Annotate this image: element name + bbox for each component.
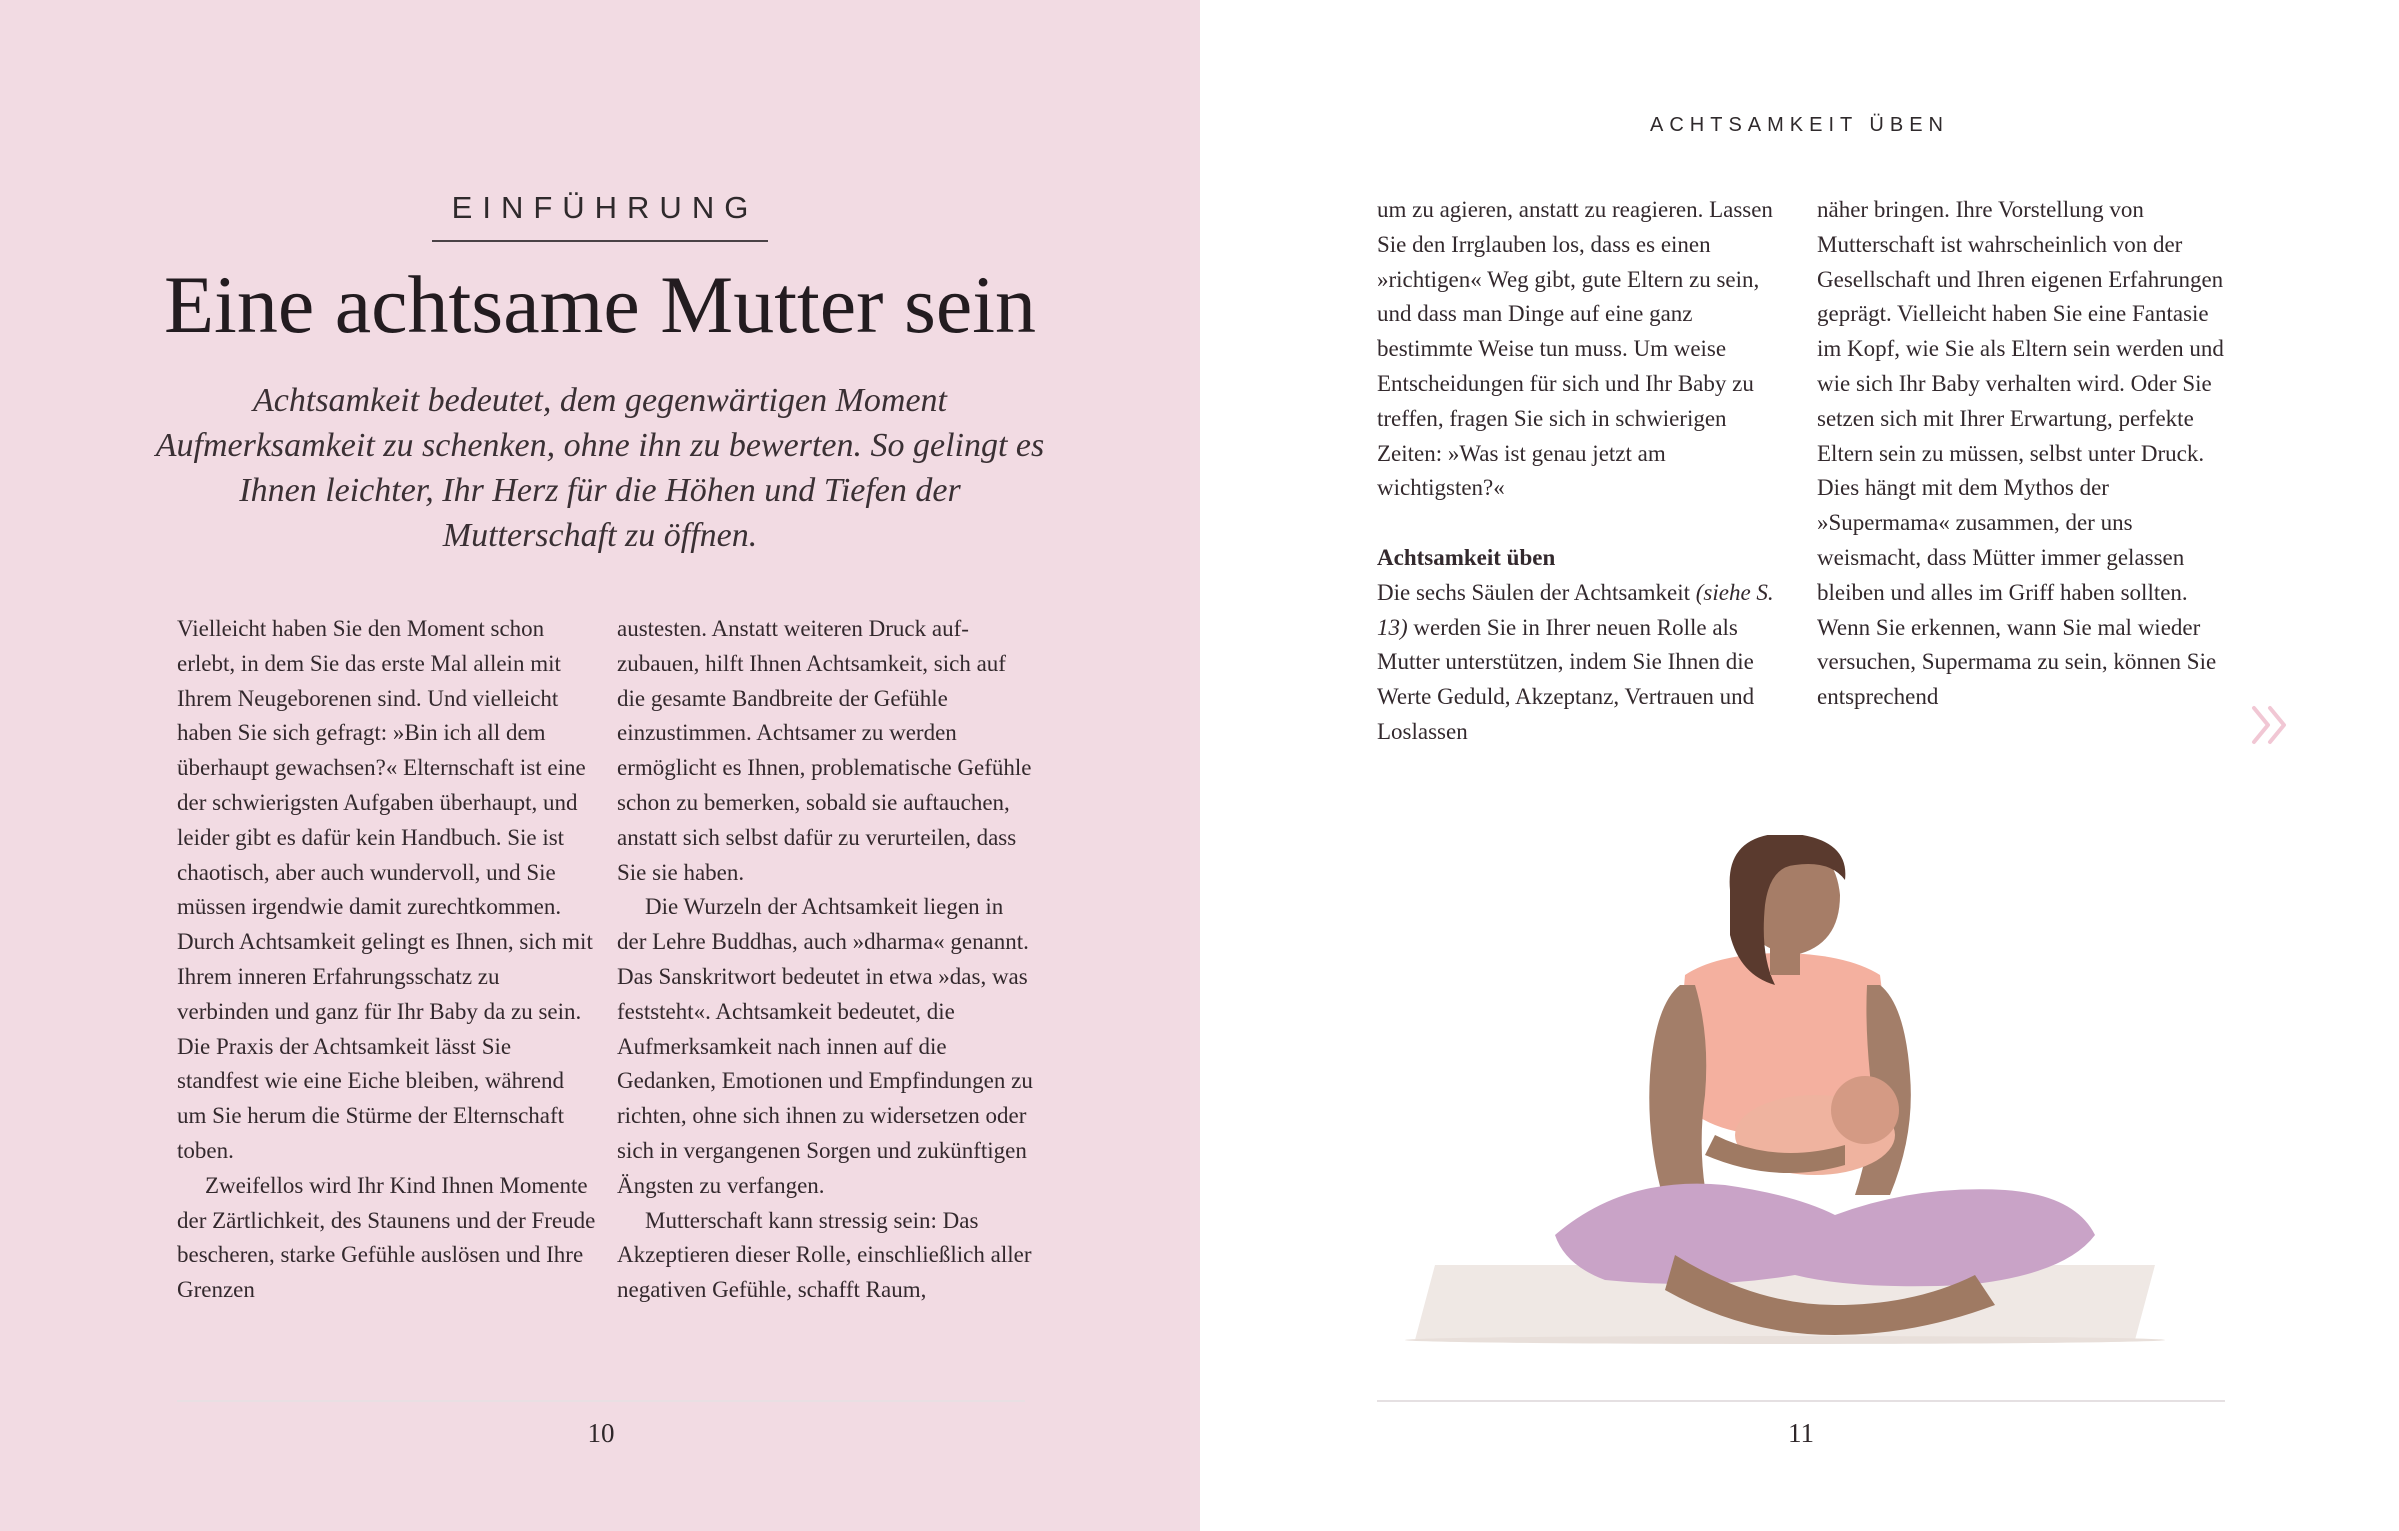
right-column-2 xyxy=(1817,193,2237,715)
left-column-2 xyxy=(617,612,1037,1308)
paragraph xyxy=(1377,576,1777,750)
paragraph: austesten. Anstatt weiteren Druck aufzubauen, hilft Ihnen Achtsamkeit, sich auf die gesamte Bandbreite der Gefühle einzustimmen. Achtsamer zu werden ermöglicht es Ihnen, problematische Gefühle schon zu bemerken, sobald sie auftauchen, anstatt sich selbst dafür zu verurteilen, dass Sie sie haben. xyxy=(617,616,1032,885)
paragraph: näher bringen. Ihre Vorstellung von Mutterschaft ist wahrscheinlich von der Gesellschaft und Ihren eigenen Erfahrungen geprägt. Vielleicht haben Sie eine Fantasie im Kopf, wie Sie als Eltern sein werden und wie sich Ihr Baby verhalten wird. Oder Sie setzen sich mit Ihrer Erwartung, perfekte Eltern sein zu müssen, selbst unter Druck. Dies hängt mit dem Mythos der »Supermama« zusammen, der uns weismacht, dass Mütter immer gelassen bleiben und alles im Griff haben sollten. Wenn Sie erkennen, wann Sie mal wieder versuchen, Supermama zu sein, können Sie entsprechend xyxy=(1817,197,2224,710)
page-number-right: 11 xyxy=(1788,1418,1814,1448)
right-column-1 xyxy=(1377,193,1777,750)
chapter-kicker xyxy=(0,190,1200,242)
paragraph: Mutterschaft kann stressig sein: Das Akzeptieren dieser Rolle, einschließlich aller negativen Gefühle, schafft Raum, xyxy=(617,1207,1032,1303)
paragraph: Die Wurzeln der Achtsamkeit liegen in der Lehre Buddhas, auch »dharma« genannt. Das Sanskritwort bedeutet in etwa »das, was feststeht«. Achtsamkeit bedeutet, die Aufmerksamkeit nach innen auf die Gedanken, Emotionen und Empfindungen zu richten, ohne sich ihnen zu widersetzen oder sich in vergangenen Sorgen und zukünftigen Ängsten zu verfangen. xyxy=(617,894,1033,1198)
footer-divider xyxy=(177,1400,1025,1402)
page-reference: (siehe S. 13) xyxy=(1377,579,1774,640)
page-title: Eine achtsame Mutter sein xyxy=(163,259,1037,350)
kicker-text: EINFÜHRUNG xyxy=(432,190,769,242)
subheading: Achtsamkeit üben xyxy=(1377,544,1556,570)
paragraph: um zu agieren, anstatt zu reagieren. Lassen Sie den Irrglauben los, dass es einen »richtigen« Weg gibt, gute Eltern zu sein, und dass man Dinge auf eine ganz bestimmte Weise tun muss. Um weise Entscheidungen für sich und Ihr Baby zu treffen, fragen Sie sich in schwierigen Zeiten: »Was ist genau jetzt am wichtigsten?« xyxy=(1377,197,1773,501)
mother-breastfeeding-illustration xyxy=(1375,835,2225,1355)
paragraph: Vielleicht haben Sie den Moment schon erlebt, in dem Sie das erste Mal allein mit Ihrem Neugeborenen sind. Und vielleicht haben Sie sich gefragt: »Bin ich all dem überhaupt gewachsen?« Elternschaft ist eine der schwierigsten Aufgaben überhaupt, und leider gibt es dafür kein Handbuch. Sie ist chaotisch, aber auch wundervoll, und Sie müssen irgendwie damit zurechtkommen. Durch Achtsamkeit gelingt es Ihnen, sich mit Ihrem inneren Erfahrungsschatz zu verbinden und ganz für Ihr Baby da zu sein. Die Praxis der Achtsamkeit lässt Sie standfest wie eine Eiche bleiben, während um Sie herum die Stürme der Elternschaft toben. xyxy=(177,616,593,1163)
double-chevron-right-icon[interactable] xyxy=(2246,700,2296,750)
paragraph-start: Die sechs Säulen der Achtsamkeit xyxy=(1377,579,1690,605)
footer-divider xyxy=(1377,1400,2225,1402)
left-column-1 xyxy=(177,612,597,1308)
lead-paragraph: Achtsamkeit bedeutet, dem gegenwärtigen Moment Aufmerksamkeit zu schenken, ohne ihn zu bewerten. So gelingt es Ihnen leichter, Ihr Herz für die Höhen und Tiefen der Mutterschaft zu öffnen. xyxy=(155,382,1045,554)
running-header: ACHTSAMKEIT ÜBEN xyxy=(1650,114,1949,136)
right-page xyxy=(1200,0,2399,1531)
page-number-left: 10 xyxy=(587,1418,615,1448)
paragraph-end: werden Sie in Ihrer neuen Rolle als Mutter unterstützen, indem Sie Ihnen die Werte Geduld, Akzeptanz, Vertrauen und Loslassen xyxy=(1377,614,1755,744)
paragraph: Zweifellos wird Ihr Kind Ihnen Momente der Zärtlichkeit, des Staunens und der Freude bescheren, starke Gefühle auslösen und Ihre Grenzen xyxy=(177,1172,596,1303)
